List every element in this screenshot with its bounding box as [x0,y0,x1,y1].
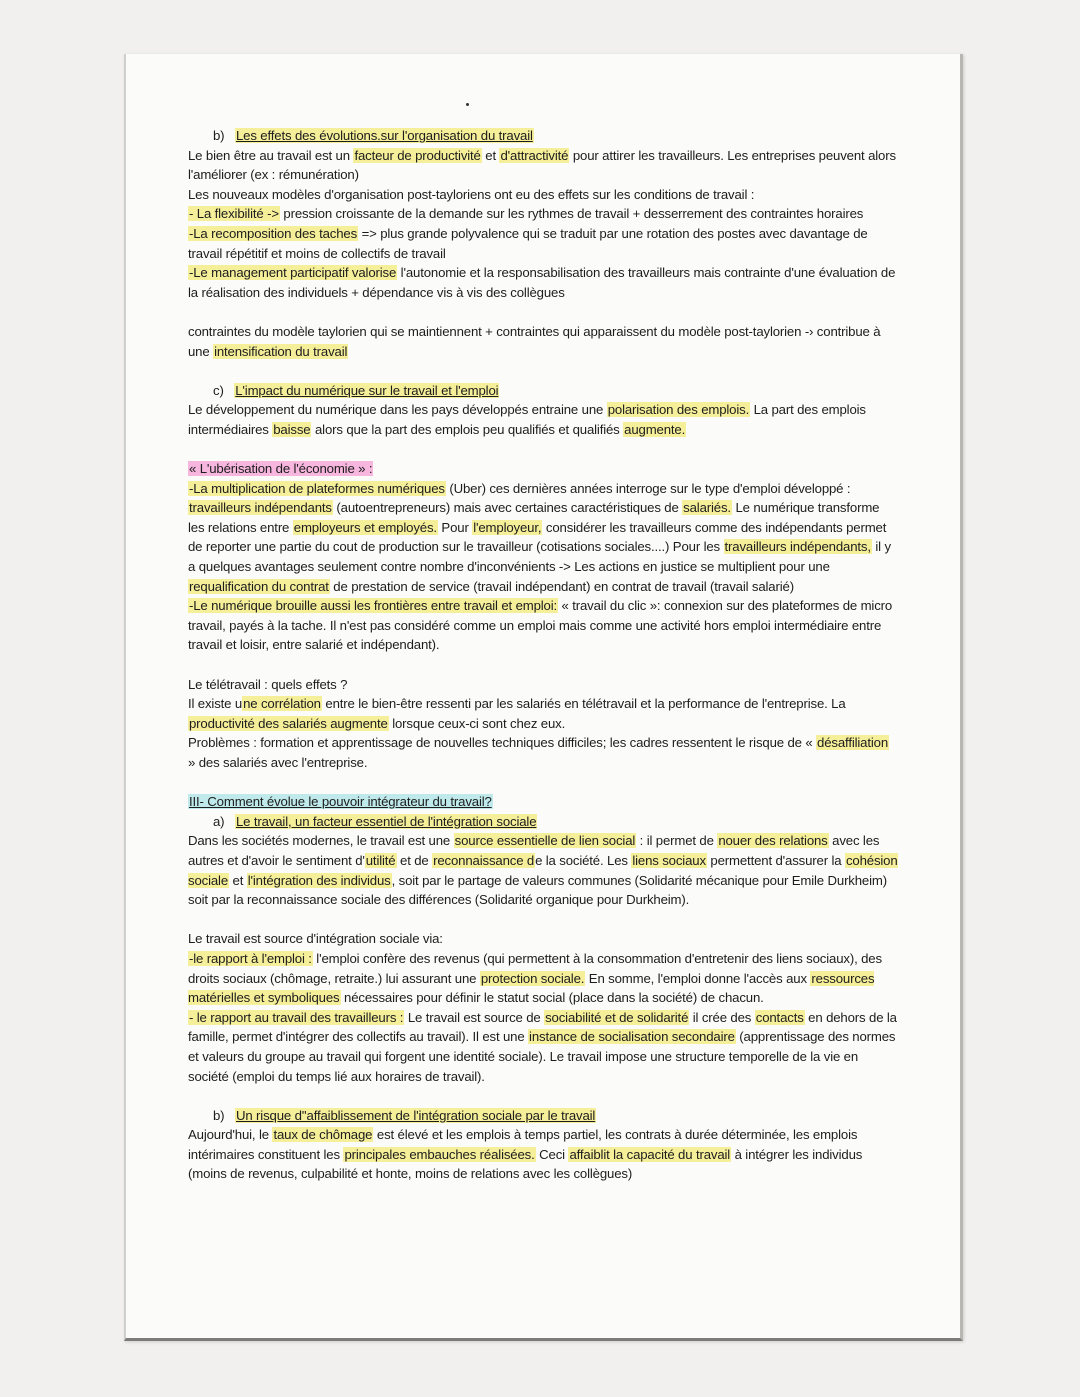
heading-iii-a: a) Le travail, un facteur essentiel de l'intégration sociale [213,813,537,829]
list-item: - le rapport au travail des travailleurs : Le travail est source de sociabilité et de solidarité il crée des contacts en dehors de la famille, permet d'intégrer des collectifs au travail). Il est une instance de socialisation secondaire (apprentissage des normes et valeurs du groupe au travail qui forgent une identité sociale). Le travail impose une structure temporelle de la vie en société (emploi du temps lié aux horaires de travail). [188,1009,897,1084]
list-item: -le rapport à l'emploi : l'emploi confère des revenus (qui permettent à la consommation d'entretenir des liens sociaux), des droits sociaux (chômage, retraite.) lui assurant une protection sociale. En somme, l'emploi donne l'accès aux ressources matérielles et symboliques nécessaires pour définir le statut social (place dans la société) de chacun. [188,950,882,1006]
heading-c: c) L'impact du numérique sur le travail et l'emploi [213,382,499,398]
list-item: -La recomposition des taches => plus grande polyvalence qui se traduit par une rotation des postes avec davantage de travail répétitif et moins de collectifs de travail [188,225,868,261]
paragraph: Les nouveaux modèles d'organisation post-tayloriens ont eu des effets sur les conditions de travail : [188,186,755,202]
heading-iii-b: b) Un risque d''affaiblissement de l'intégration sociale par le travail [213,1107,596,1123]
tele-heading: Le télétravail : quels effets ? [188,676,348,692]
ink-dot [466,103,469,106]
paragraph: Aujourd'hui, le taux de chômage est élevé et les emplois à temps partiel, les contrats à durée déterminée, les emplois intérimaires constituent les principales embauches réalisées. Ceci affaiblit la capacité du travail à intégrer les individus (moins de revenus, culpabilité et honte, moins de relations avec les collègues) [188,1127,863,1182]
list-item: - La flexibilité -> pression croissante de la demande sur les rythmes de travail + desserrement des contraintes horaires [189,206,864,222]
uber-heading: « L'ubérisation de l'économie » : [189,461,373,477]
paragraph: -La multiplication de plateformes numériques (Uber) ces dernières années interroge sur le type d'emploi développé : travailleurs indépendants (autoentrepreneurs) mais avec certaines caractéristiques de salariés. Le numérique transforme les relations entre employeurs et employés. Pour l'employeur, considérer les travailleurs comme des indépendants permet de reporter une partie du cout de production sur le travailleur (cotisations sociales....) Pour les travailleurs indépendants, il y a quelques avantages seulement contre nombre d'inconvénients -> Les actions en justice se multiplient pour une requalification du contrat de prestation de service (travail indépendant) en contrat de travail (travail salarié) [188,480,891,594]
paragraph: Il existe une corrélation entre le bien-être ressenti par les salariés en télétravail et la performance de l'entreprise. La productivité des salariés augmente lorsque ceux-ci sont chez eux. [188,696,846,731]
paragraph: Problèmes : formation et apprentissage de nouvelles techniques difficiles; les cadres ressentent le risque de « désaffiliation » des salariés avec l'entreprise. [188,735,889,770]
list-item: -Le management participatif valorise l'autonomie et la responsabilisation des travailleurs mais contrainte d'une évaluation de la réalisation des individuels + dépendance vis à vis des collègues [188,265,896,300]
paragraph: Dans les sociétés modernes, le travail est une source essentielle de lien social : il permet de nouer des relations avec les autres et d'avoir le sentiment d'utilité et de reconnaissance de la société. Les liens sociaux permettent d'assurer la cohésion sociale et l'intégration des individus, soit par le partage de valeurs communes (Solidarité mécanique pour Emile Durkheim) soit par la reconnaissance sociale des différences (Solidarité organique pour Durkheim). [188,833,898,908]
paragraph: contraintes du modèle taylorien qui se maintiennent + contraintes qui apparaissent du modèle post-taylorien -› contribue à une intensification du travail [188,323,881,359]
heading-b: b) Les effets des évolutions.sur l'organisation du travail [213,128,533,143]
paragraph: Le travail est source d'intégration sociale via: [188,931,443,947]
heading-iii: III- Comment évolue le pouvoir intégrateur du travail? [189,794,492,810]
paragraph: Le bien être au travail est un facteur de productivité et d'attractivité pour attirer les travailleurs. Les entreprises peuvent alors l'améliorer (ex : rémunération) [188,147,896,183]
paragraph: Le développement du numérique dans les pays développés entraine une polarisation des emplois. La part des emplois intermédiaires baisse alors que la part des emplois peu qualifiés et qualifiés augmente. [188,402,866,437]
heading-b-title: Les effets des évolutions.sur l'organisation du travail [235,128,533,143]
paragraph: -Le numérique brouille aussi les frontières entre travail et emploi: « travail du clic »: connexion sur des plateformes de micro travail, payés à la tache. Il n'est pas considéré comme un emploi mais comme une activité hors emploi intermédiaire entre travail et loisir, entre salarié et indépendant). [188,598,893,653]
document-body [188,126,898,1184]
heading-c-title: L'impact du numérique sur le travail et l'emploi [235,382,499,398]
